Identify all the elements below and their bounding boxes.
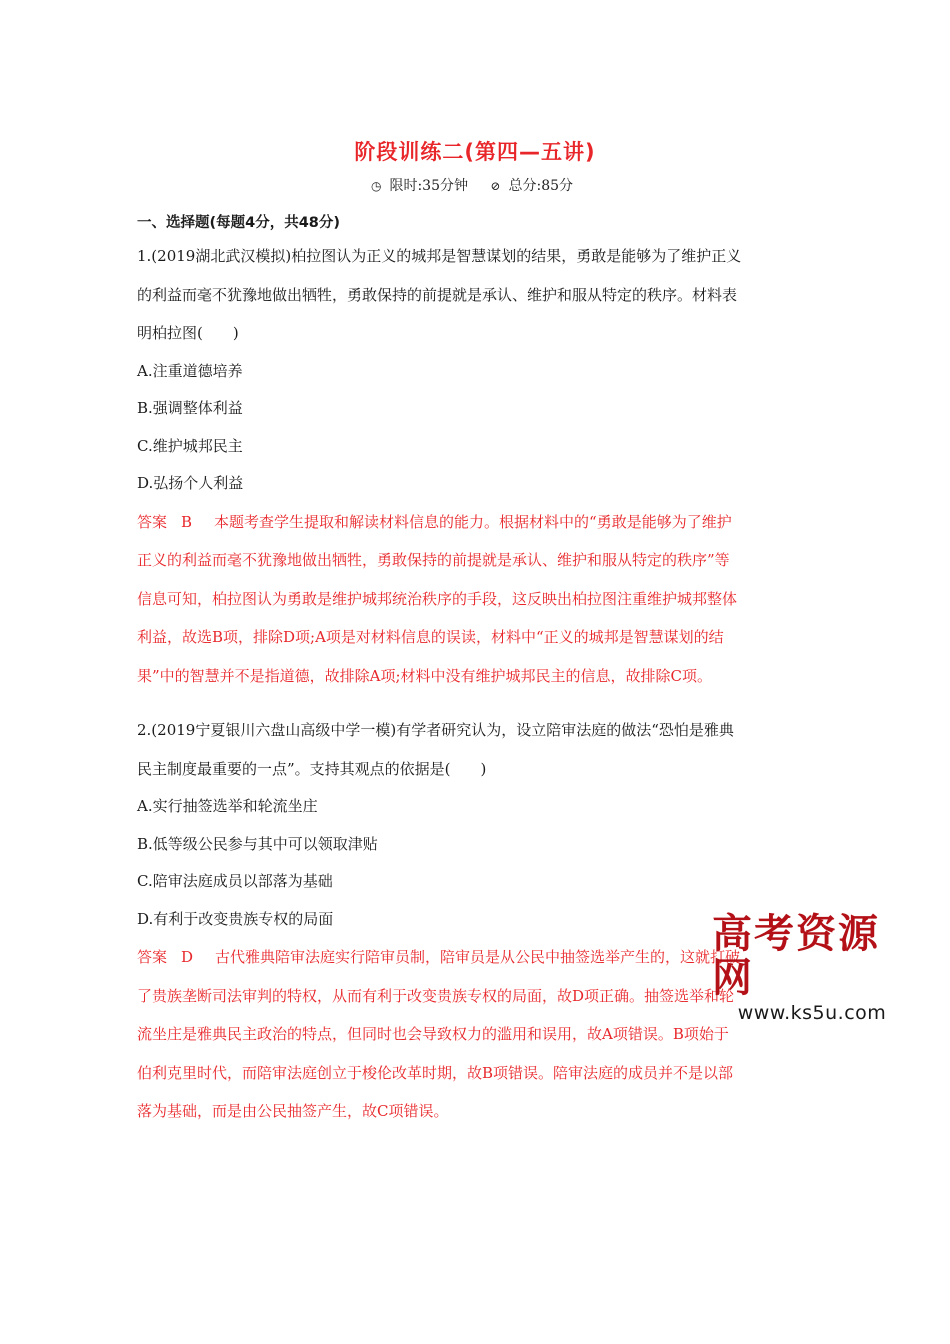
watermark-logo bbox=[712, 912, 912, 1024]
time-limit bbox=[371, 178, 474, 194]
exam-meta bbox=[0, 175, 950, 195]
watermark-title: 高考资源网 bbox=[712, 910, 880, 1001]
document-title: 阶段训练二(第四—五讲) bbox=[354, 140, 596, 164]
answer-line bbox=[137, 503, 813, 542]
explanation-line: 果”中的智慧并不是指道德，故排除A项;材料中没有维护城邦民主的信息，故排除C项。 bbox=[137, 666, 713, 685]
question-line: 民主制度最重要的一点”。支持其观点的依据是( ) bbox=[137, 759, 487, 778]
explanation-line: 了贵族垄断司法审判的特权，从而有利于改变贵族专权的局面，故D项正确。抽签选举和轮 bbox=[137, 986, 735, 1005]
explanation-line: 流坐庄是雅典民主政治的特点，但同时也会导致权力的滥用和误用，故A项错误。B项始于 bbox=[137, 1025, 729, 1043]
question-line: 1.(2019湖北武汉模拟)柏拉图认为正义的城邦是智慧谋划的结果，勇敢是能够为了维护正义 bbox=[137, 247, 742, 265]
explanation-line: 正义的利益而毫不犹豫地做出牺牲，勇敢保持的前提就是承认、维护和服从特定的秩序”等 bbox=[137, 551, 730, 569]
explanation-line: 本题考查学生提取和解读材料信息的能力。根据材料中的“勇敢是能够为了维护 bbox=[214, 512, 732, 531]
option-a: A.实行抽签选举和轮流坐庄 bbox=[137, 797, 318, 815]
option-b: B.低等级公民参与其中可以领取津贴 bbox=[137, 834, 378, 853]
question-line: 明柏拉图( ) bbox=[137, 324, 239, 342]
time-limit-text: 限时:35分钟 bbox=[389, 178, 468, 194]
explanation-line: 利益，故选B项，排除D项;A项是对材料信息的误读，材料中“正义的城邦是智慧谋划的结 bbox=[137, 628, 724, 646]
answer-label: 答案 bbox=[137, 948, 168, 966]
option-c: C.陪审法庭成员以部落为基础 bbox=[137, 872, 333, 890]
question-line: 的利益而毫不犹豫地做出牺牲，勇敢保持的前提就是承认、维护和服从特定的秩序。材料表 bbox=[137, 285, 738, 304]
watermark-url: www.ks5u.com bbox=[737, 1002, 887, 1024]
answer-label: 答案 bbox=[137, 512, 168, 531]
answer-key: B bbox=[181, 512, 193, 531]
question-1 bbox=[137, 237, 813, 695]
total-score bbox=[490, 178, 579, 194]
option-d: D.有利于改变贵族专权的局面 bbox=[137, 909, 334, 928]
question-line: 2.(2019宁夏银川六盘山高级中学一模)有学者研究认为，设立陪审法庭的做法“恐怕是雅典 bbox=[137, 721, 734, 739]
answer-key: D bbox=[181, 948, 194, 966]
explanation-line: 伯利克里时代，而陪审法庭创立于梭伦改革时期，故B项错误。陪审法庭的成员并不是以部 bbox=[137, 1063, 734, 1082]
option-b: B.强调整体利益 bbox=[137, 399, 243, 417]
clock-icon: ◷ bbox=[370, 179, 382, 193]
explanation-line: 落为基础，而是由公民抽签产生，故C项错误。 bbox=[137, 1102, 449, 1120]
section-heading: 一、选择题(每题4分，共48分) bbox=[137, 215, 341, 231]
explanation-line: 古代雅典陪审法庭实行陪审员制，陪审员是从公民中抽签选举产生的，这就打破 bbox=[215, 948, 741, 966]
check-circle-icon: ⊘ bbox=[490, 179, 501, 193]
option-d: D.弘扬个人利益 bbox=[137, 474, 244, 492]
explanation-line: 信息可知，柏拉图认为勇敢是维护城邦统治秩序的手段，这反映出柏拉图注重维护城邦整体 bbox=[137, 589, 738, 608]
option-c: C.维护城邦民主 bbox=[137, 436, 243, 455]
option-a: A.注重道德培养 bbox=[137, 361, 243, 380]
total-score-text: 总分:85分 bbox=[508, 178, 574, 194]
